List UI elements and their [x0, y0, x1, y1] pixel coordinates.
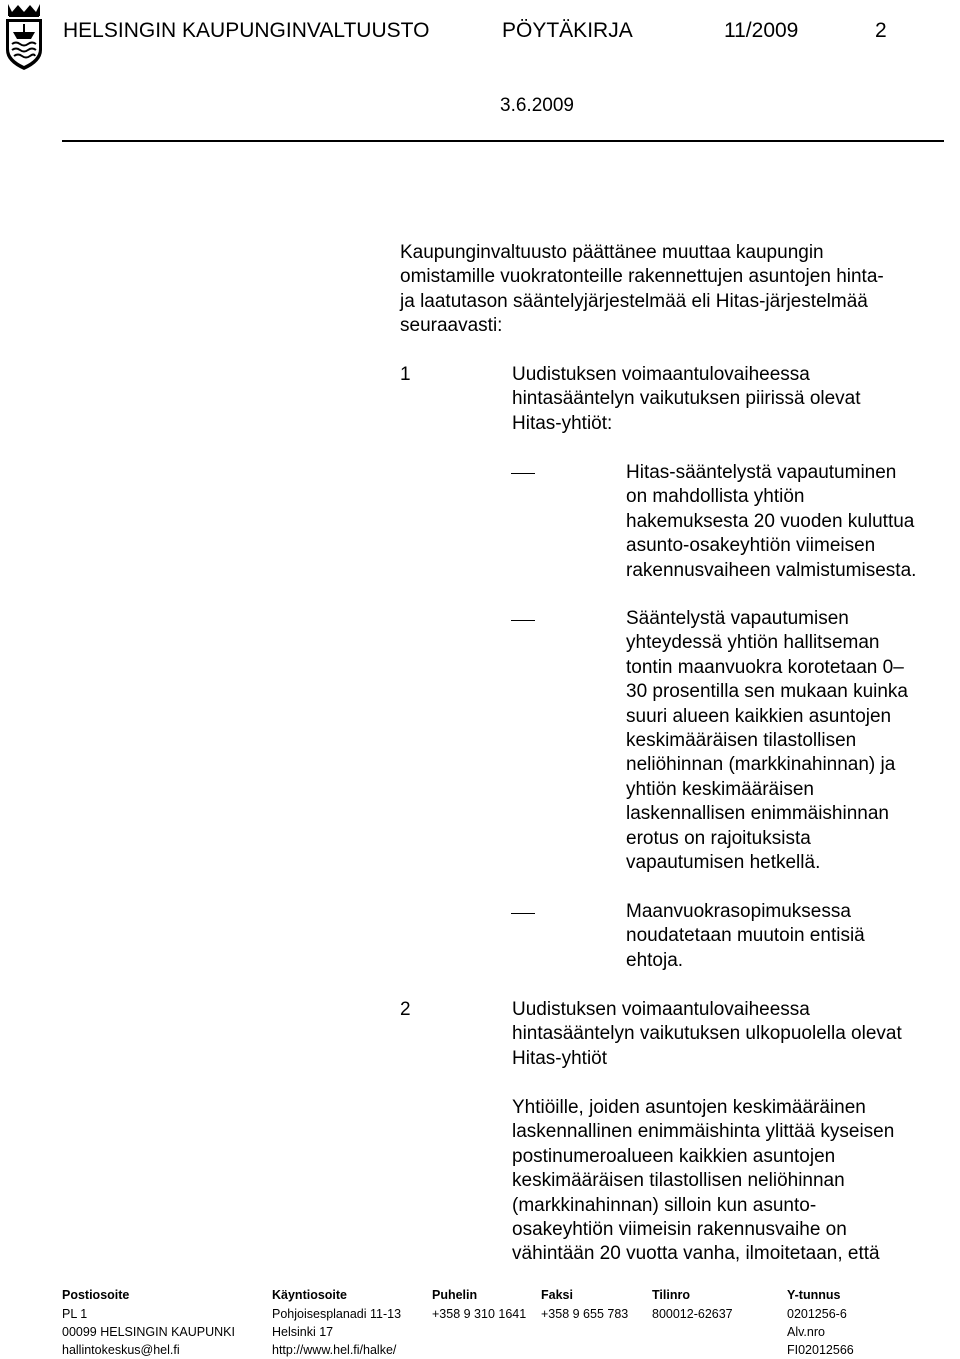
footer-vat-number: FI02012566: [787, 1343, 854, 1357]
footer-label-faksi: Faksi: [541, 1288, 573, 1302]
footer-phone: +358 9 310 1641: [432, 1307, 527, 1321]
item-2-heading: Uudistuksen voimaantulovaiheessa hintasääntelyn vaikutuksen ulkopuolella olevat Hitas-yhtiöt: [512, 999, 902, 1069]
item-1-heading: Uudistuksen voimaantulovaiheessa hintasääntelyn vaikutuksen piirissä olevat Hitas-yhtiöt:: [512, 364, 861, 434]
helsinki-coat-of-arms-icon: [2, 0, 46, 72]
item-1-number: 1: [400, 364, 411, 385]
footer-business-id: 0201256-6: [787, 1307, 847, 1321]
intro-paragraph: Kaupunginvaltuusto päättänee muuttaa kaupungin omistamille vuokratonteille rakennettujen asuntojen hinta- ja laatutason sääntelyjärjestelmää eli Hitas-järjestelmää seuraavasti:: [400, 242, 884, 337]
footer-label-kayntiosoite: Käyntiosoite: [272, 1288, 348, 1302]
footer-email-link[interactable]: hallintokeskus@hel.fi: [62, 1343, 180, 1357]
item-2-number: 2: [400, 999, 411, 1020]
item-1-bullet-1: Hitas-sääntelystä vapautuminen on mahdollista yhtiön hakemuksesta 20 vuoden kuluttua asunto-osakeyhtiön viimeisen rakennusvaiheen valmistumisesta.: [626, 462, 917, 581]
footer-label-postiosoite: Postiosoite: [62, 1288, 130, 1302]
footer-kayntiosoite-line-2: Helsinki 17: [272, 1325, 334, 1339]
document-type: PÖYTÄKIRJA: [502, 19, 633, 42]
bullet-dash: [511, 913, 535, 914]
organization-title: HELSINGIN KAUPUNGINVALTUUSTO: [63, 19, 430, 42]
item-1-bullet-3: Maanvuokrasopimuksessa noudatetaan muutoin entisiä ehtoja.: [626, 901, 865, 971]
document-date: 3.6.2009: [500, 95, 574, 116]
footer-fax: +358 9 655 783: [541, 1307, 629, 1321]
bullet-dash: [511, 620, 535, 621]
footer-label-ytunnus: Y-tunnus: [787, 1288, 841, 1302]
header-rule: [62, 140, 944, 142]
footer-kayntiosoite-line-1: Pohjoisesplanadi 11-13: [272, 1307, 402, 1321]
footer-vat-label: Alv.nro: [787, 1325, 825, 1339]
footer-postiosoite-line-2: 00099 HELSINGIN KAUPUNKI: [62, 1325, 235, 1339]
footer-website-link[interactable]: http://www.hel.fi/halke/: [272, 1343, 397, 1357]
document-number: 11/2009: [724, 19, 799, 42]
footer-postiosoite-line-1: PL 1: [62, 1307, 88, 1321]
bullet-dash: [511, 473, 535, 474]
footer-label-tilinro: Tilinro: [652, 1288, 690, 1302]
item-1-bullet-2: Sääntelystä vapautumisen yhteydessä yhtiön hallitseman tontin maanvuokra korotetaan 0– 30 prosentilla sen mukaan kuinka suuri alueen kaikkien asuntojen keskimääräisen tilastollisen neliöhinnan (markkinahinnan) ja yhtiön keskimääräisen laskennallisen enimmäishinnan erotus on rajoituksista vapautumisen hetkellä.: [626, 608, 909, 874]
footer-account-number: 800012-62637: [652, 1307, 733, 1321]
footer-label-puhelin: Puhelin: [432, 1288, 478, 1302]
page-number: 2: [875, 19, 887, 42]
item-2-body: Yhtiöille, joiden asuntojen keskimääräinen laskennallinen enimmäishinta ylittää kyseisen postinumeroalueen kaikkien asuntojen keskimääräisen tilastollisen neliöhinnan (markkinahinnan) silloin kun asunto- osakeyhtiön viimeisin rakennusvaihe on vähintään 20 vuotta vanha, ilmoitetaan, että: [512, 1097, 895, 1265]
